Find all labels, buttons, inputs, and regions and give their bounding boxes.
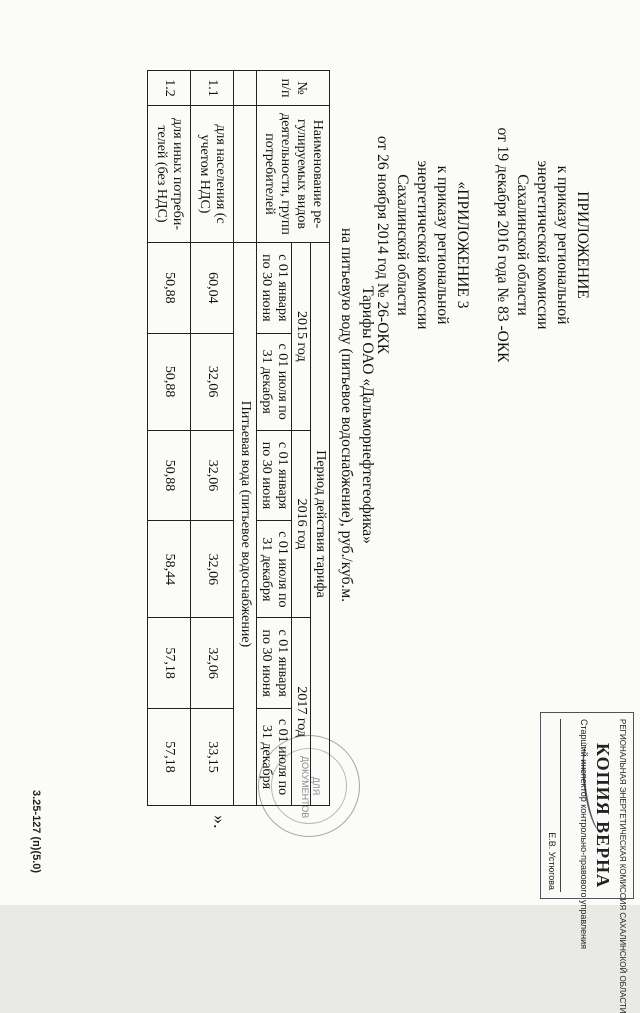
tariff-value: 32,06 — [191, 618, 234, 709]
stamp-label: КОПИЯ ВЕРНА — [593, 743, 613, 889]
year-header: 2017 год — [292, 618, 311, 806]
row-number: 1.2 — [148, 71, 191, 106]
tariff-value: 50,88 — [148, 430, 191, 521]
title-line-2: на питьевую воду (питьевое водоснабжение), руб./куб.м. — [338, 227, 355, 603]
header-line: к приказу региональной — [554, 165, 571, 325]
document-title — [336, 150, 378, 680]
header-line: энергетической комиссии — [534, 160, 551, 330]
year-header: 2016 год — [292, 430, 311, 618]
period-cell: с 01 июля по 31 декабря — [257, 521, 292, 618]
header-line: от 19 декабря 2016 года № 83 -ОКК — [494, 127, 511, 363]
period-cell: с 01 января по 30 июня — [257, 243, 292, 334]
header-line: от 26 ноября 2014 год № 26-ОКК — [374, 135, 391, 355]
tariff-value: 33,15 — [191, 708, 234, 805]
stamp-signer: Е.В. Устюгова — [547, 832, 557, 890]
appendix-header — [372, 110, 592, 380]
round-seal-stamp — [258, 735, 360, 837]
section-label: Питьевая вода (питьевое водоснабжение) — [234, 243, 257, 806]
row-name: для населения (с учетом НДС) — [191, 106, 234, 243]
header-line: ПРИЛОЖЕНИЕ — [574, 191, 591, 299]
tariff-value: 50,88 — [148, 333, 191, 430]
header-line: энергетической комиссии — [414, 160, 431, 330]
tariff-value: 57,18 — [148, 708, 191, 805]
period-header: Период действия тарифа — [311, 243, 330, 806]
tariff-value: 32,06 — [191, 521, 234, 618]
row-number: 1.1 — [191, 71, 234, 106]
header-line: Сахалинской области — [394, 174, 411, 316]
table-row — [191, 71, 234, 806]
column-header-number: № п/п — [257, 71, 330, 106]
title-line-1: Тарифы ОАО «Дальморнефтегеофика» — [359, 286, 376, 544]
period-cell: с 01 января по 30 июня — [257, 618, 292, 709]
period-cell: с 01 июля по 31 декабря — [257, 708, 292, 805]
form-code: 3.25-127 (п)(5.0) — [30, 790, 42, 874]
period-cell: с 01 января по 30 июня — [257, 430, 292, 521]
tariff-value: 58,44 — [148, 521, 191, 618]
column-header-name: Наименование ре-гулируемых видов деятельности, групп потребителей — [257, 106, 330, 243]
tariff-table — [147, 70, 330, 806]
tariff-value: 32,06 — [191, 333, 234, 430]
header-line: Сахалинской области — [514, 174, 531, 316]
header-line: «ПРИЛОЖЕНИЕ 3 — [454, 181, 471, 309]
tariff-value: 32,06 — [191, 430, 234, 521]
table-row — [148, 71, 191, 806]
stamp-organization: РЕГИОНАЛЬНАЯ ЭНЕРГЕТИЧЕСКАЯ КОМИССИЯ САХАЛИНСКОЙ ОБЛАСТИ — [618, 719, 627, 1013]
tariff-value: 50,88 — [148, 243, 191, 334]
stamp-position: Старший инспектор контрольно-правового управления — [579, 719, 589, 950]
tariff-value: 57,18 — [148, 618, 191, 709]
closing-quote: ». — [210, 815, 230, 829]
period-cell: с 01 июля по 31 декабря — [257, 333, 292, 430]
header-line: к приказу региональной — [434, 165, 451, 325]
tariff-value: 60,04 — [191, 243, 234, 334]
row-name: для иных потреби-телей (без НДС) — [148, 106, 191, 243]
year-header: 2015 год — [292, 243, 311, 431]
seal-text: ДЛЯ ДОКУМЕНТОВ — [300, 756, 321, 819]
